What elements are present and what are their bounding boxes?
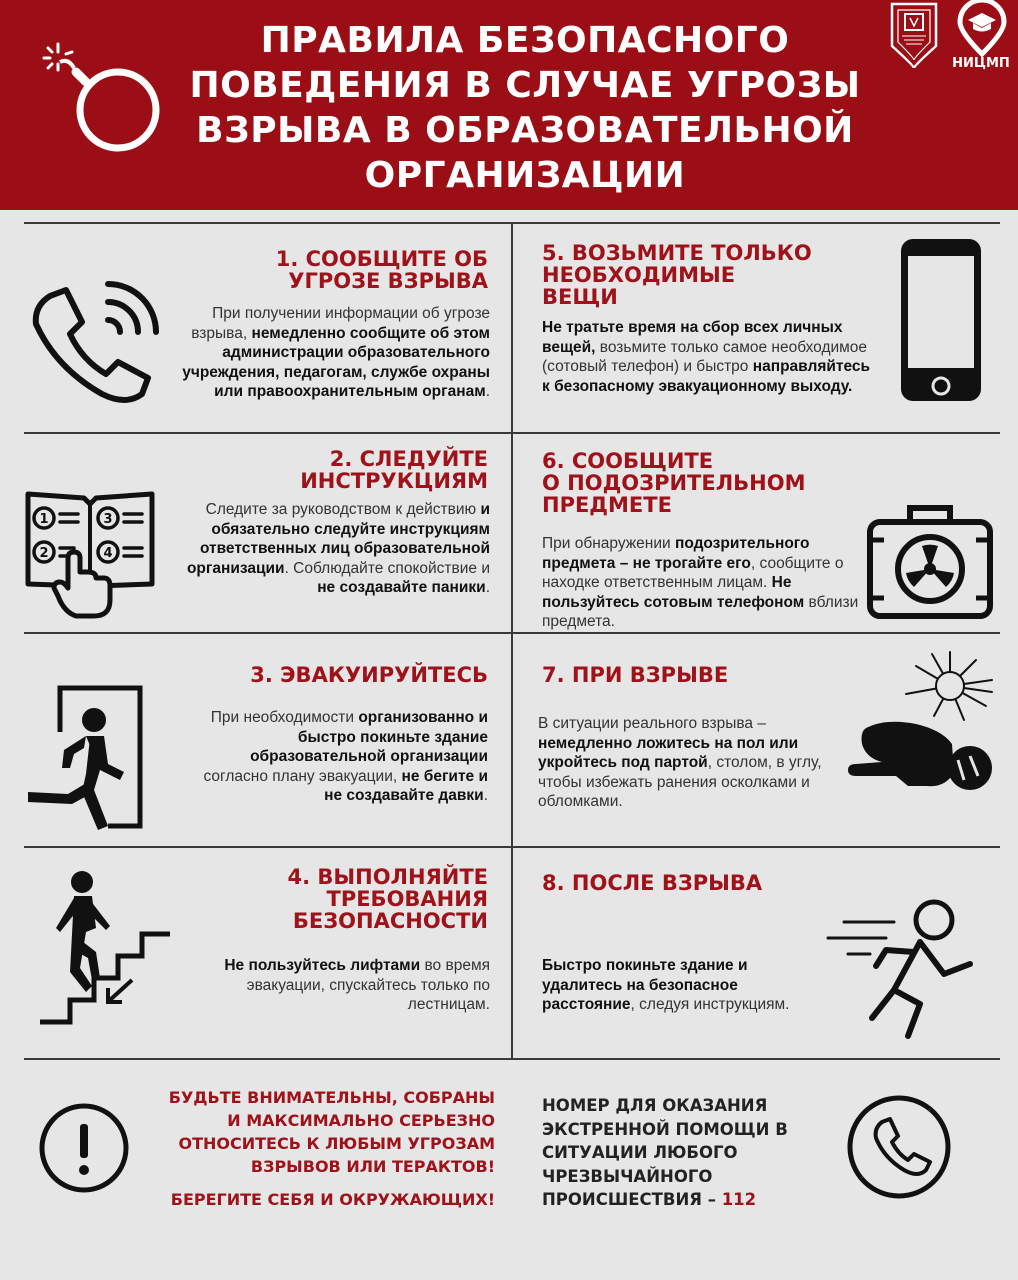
section-6-text: При обнаружении подозрительного предмета – не трогайте его, сообщите о находке ответственным лицам. Не пользуйтесь сотовым телефоном вблизи предмета. — [542, 535, 859, 630]
section-6-title: 6. СООБЩИТЕ О ПОДОЗРИТЕЛЬНОМ ПРЕДМЕТЕ — [542, 449, 806, 517]
location-cap-icon — [940, 0, 1018, 60]
emblem-icon — [888, 0, 940, 72]
section-1-title: 1. СООБЩИТЕ ОБ УГРОЗЕ ВЗРЫВА — [275, 247, 488, 293]
svg-text:4: 4 — [103, 546, 113, 561]
stairs-icon — [30, 868, 180, 1028]
emergency-number: 112 — [721, 1190, 757, 1209]
section-8-text: Быстро покиньте здание и удалитесь на безопасное расстояние, следуя инструкциям. — [542, 957, 790, 1013]
emergency-text: НОМЕР ДЛЯ ОКАЗАНИЯ ЭКСТРЕННОЙ ПОМОЩИ В СИТУАЦИИ ЛЮБОГО ЧРЕЗВЫЧАЙНОГО ПРОИСШЕСТВИЯ – 112 — [542, 1096, 788, 1209]
explosion-duck-icon — [846, 648, 996, 798]
warning-text: БУДЬТЕ ВНИМАТЕЛЬНЫ, СОБРАНЫ И МАКСИМАЛЬНО СЕРЬЕЗНО ОТНОСИТЕСЬ К ЛЮБЫМ УГРОЗАМ ВЗРЫВОВ ИЛИ ТЕРАКТОВ! — [168, 1088, 495, 1176]
section-4-text: Не пользуйтесь лифтами во время эвакуации, спускайтесь только по лестницам. — [224, 957, 490, 1013]
running-person-icon — [824, 894, 994, 1044]
phone-call-icon — [26, 276, 160, 410]
instruction-book-icon — [24, 488, 156, 620]
svg-text:1: 1 — [39, 512, 49, 527]
divider — [511, 224, 513, 1058]
svg-text:3: 3 — [103, 512, 113, 527]
section-7-title: 7. ПРИ ВЗРЫВЕ — [542, 663, 729, 687]
page-title: ПРАВИЛА БЕЗОПАСНОГО ПОВЕДЕНИЯ В СЛУЧАЕ УГРОЗЫ ВЗРЫВА В ОБРАЗОВАТЕЛЬНОЙ ОРГАНИЗАЦИИ — [189, 20, 861, 196]
logo-label: НИЦМП — [952, 56, 1010, 71]
section-4-title: 4. ВЫПОЛНЯЙТЕ ТРЕБОВАНИЯ БЕЗОПАСНОСТИ — [287, 865, 488, 933]
svg-text:2: 2 — [39, 546, 49, 561]
section-5-title: 5. ВОЗЬМИТЕ ТОЛЬКО НЕОБХОДИМЫЕ ВЕЩИ — [542, 241, 812, 309]
bomb-icon — [38, 40, 163, 155]
section-8-title: 8. ПОСЛЕ ВЗРЫВА — [542, 871, 763, 895]
section-3-text: При необходимости организованно и быстро покиньте здание образовательной организации согласно плану эвакуации, не бегите и не создавайте давки. — [203, 709, 488, 804]
section-5-text: Не тратьте время на сбор всех личных вещей, возьмите только самое необходимое (сотовый телефон) и быстро направляйтесь к безопасному эвакуационному выходу. — [542, 319, 871, 395]
divider — [24, 1058, 1000, 1060]
smartphone-icon — [898, 236, 984, 404]
section-1-text: При получении информации об угрозе взрыва, немедленно сообщите об этом администрации образовательного учреждения, педагогам, службе охраны или правоохранительным органам. — [182, 305, 490, 400]
section-2-text: Следите за руководством к действию и обязательно следуйте инструкциям ответственных лиц образовательной организации. Соблюдайте спокойствие и не создавайте паники. — [186, 501, 490, 596]
section-2-title: 2. СЛЕДУЙТЕ ИНСТРУКЦИЯМ — [300, 447, 488, 493]
care-text: БЕРЕГИТЕ СЕБЯ И ОКРУЖАЮЩИХ! — [170, 1190, 495, 1209]
exit-door-icon — [24, 684, 144, 834]
section-3-title: 3. ЭВАКУИРУЙТЕСЬ — [250, 663, 488, 687]
header-banner — [0, 0, 1018, 210]
suspicious-case-icon — [866, 500, 994, 620]
section-7-text: В ситуации реального взрыва – немедленно ложитесь на пол или укройтесь под партой, столом, в углу, чтобы избежать ранения осколками и обломками. — [538, 715, 822, 810]
phone-circle-icon — [844, 1092, 954, 1202]
warning-circle-icon — [36, 1100, 132, 1196]
